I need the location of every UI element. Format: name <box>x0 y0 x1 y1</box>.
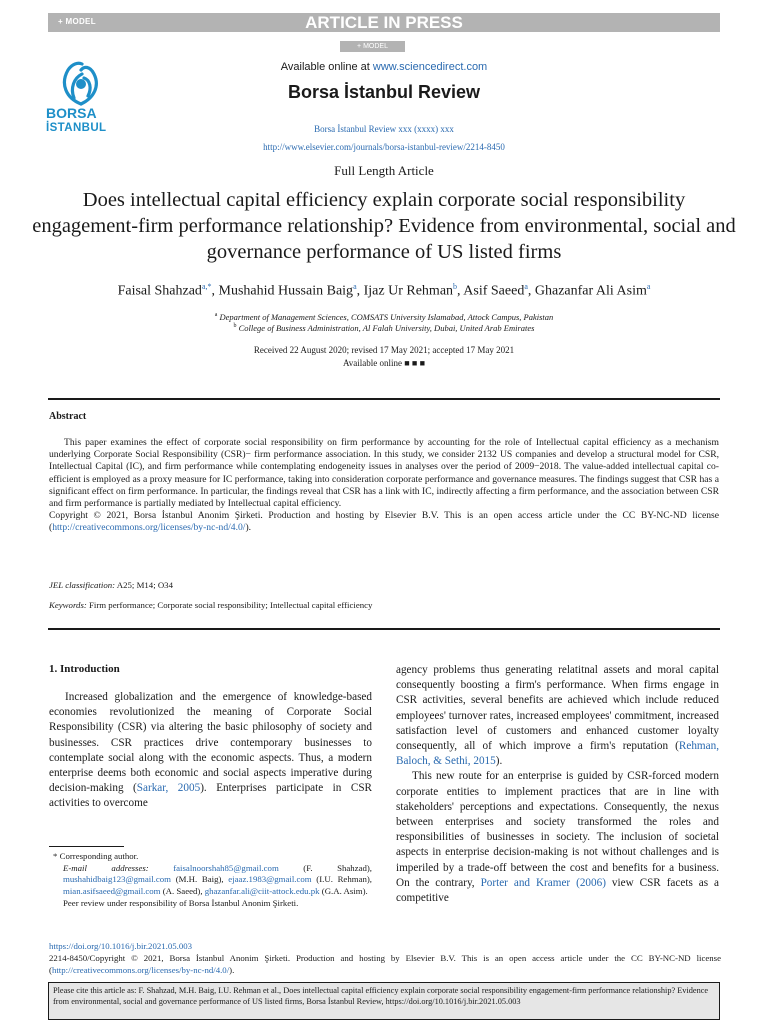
affiliation-a <box>0 312 768 322</box>
cite-this-article-box <box>48 982 720 1020</box>
email-addresses <box>49 863 372 897</box>
abstract-body <box>49 437 719 535</box>
available-prefix: Available online at <box>280 61 373 73</box>
article-in-press-label: ARTICLE IN PRESS <box>305 13 463 32</box>
author-name: Faisal Shahzad <box>117 283 202 299</box>
right-column <box>396 663 719 906</box>
jel-classification <box>49 580 173 590</box>
journal-name: Borsa İstanbul Review <box>287 82 481 102</box>
sciencedirect-link[interactable]: www.sciencedirect.com <box>372 61 488 73</box>
author-name: Ghazanfar Ali Asim <box>534 283 647 299</box>
footer-copyright <box>49 953 721 976</box>
intro-paragraph <box>49 690 372 812</box>
copyright-suffix: ). <box>245 522 252 534</box>
model-tag: + MODEL <box>58 17 96 26</box>
author-separator: , <box>527 283 535 299</box>
logo-line-1: BORSA <box>46 105 97 121</box>
paragraph-text: ). Enterprises participate in CSR activities to overcome <box>49 782 373 810</box>
author-name: Mushahid Hussain Baig <box>218 283 354 299</box>
author-affil-sup[interactable]: a,* <box>201 282 212 291</box>
copyright-text: Copyright © 2021, Borsa İstanbul Anonim Şirketi. Production and hosting by Elsevier B.V. This is an open access article under the CC BY-NC-ND license ( <box>49 510 719 534</box>
intro-paragraph <box>396 663 719 769</box>
author-list <box>0 282 768 300</box>
email-link[interactable]: ejaaz.1983@gmail.com <box>228 874 312 885</box>
left-column <box>49 690 372 812</box>
abstract-top-rule <box>48 398 720 400</box>
model-chip: + MODEL <box>340 41 405 52</box>
email-link[interactable]: ghazanfar.ali@ciit-attock.edu.pk <box>204 885 320 896</box>
available-online-date: Available online ■ ■ ■ <box>342 358 426 368</box>
keywords-value: Firm performance; Corporate social responsibility; Intellectual capital efficiency <box>86 600 373 610</box>
email-owner: (G.A. Asim). <box>319 885 368 896</box>
license-link[interactable]: http://creativecommons.org/licenses/by-nc-nd/4.0/ <box>52 522 246 534</box>
author-affil-sup[interactable]: a <box>353 282 357 291</box>
citation-text: Please cite this article as: F. Shahzad, M.H. Baig, I.U. Rehman et al., Does intellectual capital efficiency explain corporate social responsibility engagement-firm performance relationship? Evidence from environmental, social and governance performance of US listed firms, Borsa İstanbul Review, https://doi.org/10.1016/j.bir.2021.05.003 <box>53 986 709 1006</box>
email-link[interactable]: faisalnoorshah85@gmail.com <box>173 863 279 874</box>
keywords-label: Keywords: <box>49 600 87 610</box>
footer-copyright-text: 2214-8450/Copyright © 2021, Borsa İstanbul Anonim Şirketi. Production and hosting by Elsevier B.V. This is an open access article under the CC BY-NC-ND license ( <box>49 953 721 975</box>
paragraph-text: view CSR facets as a competitive <box>396 876 720 905</box>
available-online-line <box>0 61 768 73</box>
paragraph-text: ). <box>495 755 503 768</box>
received-dates: Received 22 August 2020; revised 17 May 2021; accepted 17 May 2021 <box>253 345 515 355</box>
email-label: E-mail addresses: <box>63 863 149 874</box>
abstract-heading: Abstract <box>49 411 87 422</box>
author-separator: , <box>356 283 364 299</box>
intro-paragraph <box>396 769 719 906</box>
peer-review-note: Peer review under responsibility of Borsa İstanbul Anonim Şirketi. <box>63 897 299 908</box>
author-affil-sup[interactable]: a <box>524 282 528 291</box>
email-owner: (M.H. Baig), <box>171 874 229 885</box>
paragraph-text: Increased globalization and the emergence of knowledge-based economies revolutionized the meaning of Corporate Social Responsibility (CSR) via altering the basic philosophy of society and businesses. CSR practices drive contemporary businesses to contemplate social along with the economic aspects. Thus, a modern enterprise deems both economic and social aspects imperative during decision-making ( <box>49 691 372 795</box>
author-separator: , <box>457 283 464 299</box>
journal-url-link[interactable]: http://www.elsevier.com/journals/borsa-istanbul-review/2214-8450 <box>263 142 505 152</box>
footnote-rule <box>49 846 124 847</box>
affiliation-sup: b <box>233 323 237 330</box>
footnotes <box>49 851 372 910</box>
article-type: Full Length Article <box>334 163 434 178</box>
citation-link[interactable]: Porter and Kramer (2006) <box>480 876 606 889</box>
citation-link[interactable]: Sarkar, 2005 <box>136 782 201 795</box>
jel-value: A25; M14; O34 <box>115 580 173 590</box>
corresponding-author-note: * Corresponding author. <box>53 851 139 861</box>
affiliation-text: College of Business Administration, Al Falah University, Dubai, United Arab Emirates <box>238 323 535 333</box>
author-affil-sup[interactable]: a <box>646 282 651 291</box>
abstract-bottom-rule <box>48 628 720 630</box>
keywords <box>49 600 372 610</box>
logo-line-2: İSTANBUL <box>46 122 107 134</box>
author-separator: , <box>211 283 219 299</box>
footer-copyright-suffix: ). <box>229 964 235 975</box>
section-heading-introduction: 1. Introduction <box>49 663 120 675</box>
email-link[interactable]: mushahidbaig123@gmail.com <box>63 874 172 885</box>
email-owner: (A. Saeed), <box>160 885 205 896</box>
journal-reference[interactable]: Borsa İstanbul Review xxx (xxxx) xxx <box>314 124 454 134</box>
abstract-copyright <box>49 510 719 534</box>
jel-label: JEL classification: <box>49 580 116 590</box>
paragraph-text: This new route for an enterprise is guided by CSR-forced modern corporate entities to implement practices that are in line with stakeholders' perceptions and expectations. Consequently, the nexus between enterprises and society transformed the roles and responsibilities of businesses in society. The inclusion of societal aspects in enterprise decision-making is not without challenges and is imperiled by a trade-off between the cost and benefits for a business. On the contrary, <box>396 770 719 889</box>
footer-license-link[interactable]: http://creativecommons.org/licenses/by-nc-nd/4.0/ <box>51 964 230 975</box>
author-name: Asif Saeed <box>463 283 525 299</box>
affiliation-b <box>0 323 768 333</box>
email-owner: (I.U. Rehman), <box>311 874 373 885</box>
article-status-banner <box>48 13 720 32</box>
affiliation-text: Department of Management Sciences, COMSATS University Islamabad, Attock Campus, Pakistan <box>219 312 554 322</box>
citation-link[interactable]: Rehman, Baloch, & Sethi, 2015 <box>396 740 719 768</box>
affiliation-sup: a <box>214 312 218 319</box>
email-link[interactable]: mian.asifsaeed@gmail.com <box>63 885 161 896</box>
abstract-text: This paper examines the effect of corporate social responsibility on firm performance by accounting for the role of Intellectual capital efficiency as a mechanism underlying Corporate Social Responsibility (CSR)− firm performance association. In this study, we consider 2132 US companies and develop a structural model for CSR, Intellectual Capital (IC), and firm performance while contemplating endogeneity issues in analyses over the period of 2009−2018. The value-added intellectual capital co-efficient is employed as a proxy measure for IC performance, taking into consideration corporate performance and governance measures. The findings suggest that CSR has a significant effect on firm performance. In particular, the findings reveal that CSR has a link with IC, indirectly affecting a firm performance, and the association between CSR and firm performance is partially mediated by Intellectual capital efficiency. <box>49 437 719 510</box>
author-name: Ijaz Ur Rehman <box>363 283 454 299</box>
article-title: Does intellectual capital efficiency explain corporate social responsibility engagement-firm performance relationship? Evidence from environmental, social and governance performance of US listed firms <box>32 189 736 263</box>
author-affil-sup[interactable]: b <box>453 282 458 291</box>
doi-link[interactable]: https://doi.org/10.1016/j.bir.2021.05.003 <box>49 941 193 951</box>
paragraph-text: agency problems thus generating relatitnal assets and moral capital consequently boosting a firm's performance. When firms engage in CSR activities, several benefits are achieved which include reduced employees' turnover rates, increased employees' commitment, increased satisfaction level of customers and enhanced customer loyalty consequently, all of which improve a firm's reputation ( <box>396 664 719 753</box>
email-owner: (F. Shahzad), <box>278 863 372 874</box>
